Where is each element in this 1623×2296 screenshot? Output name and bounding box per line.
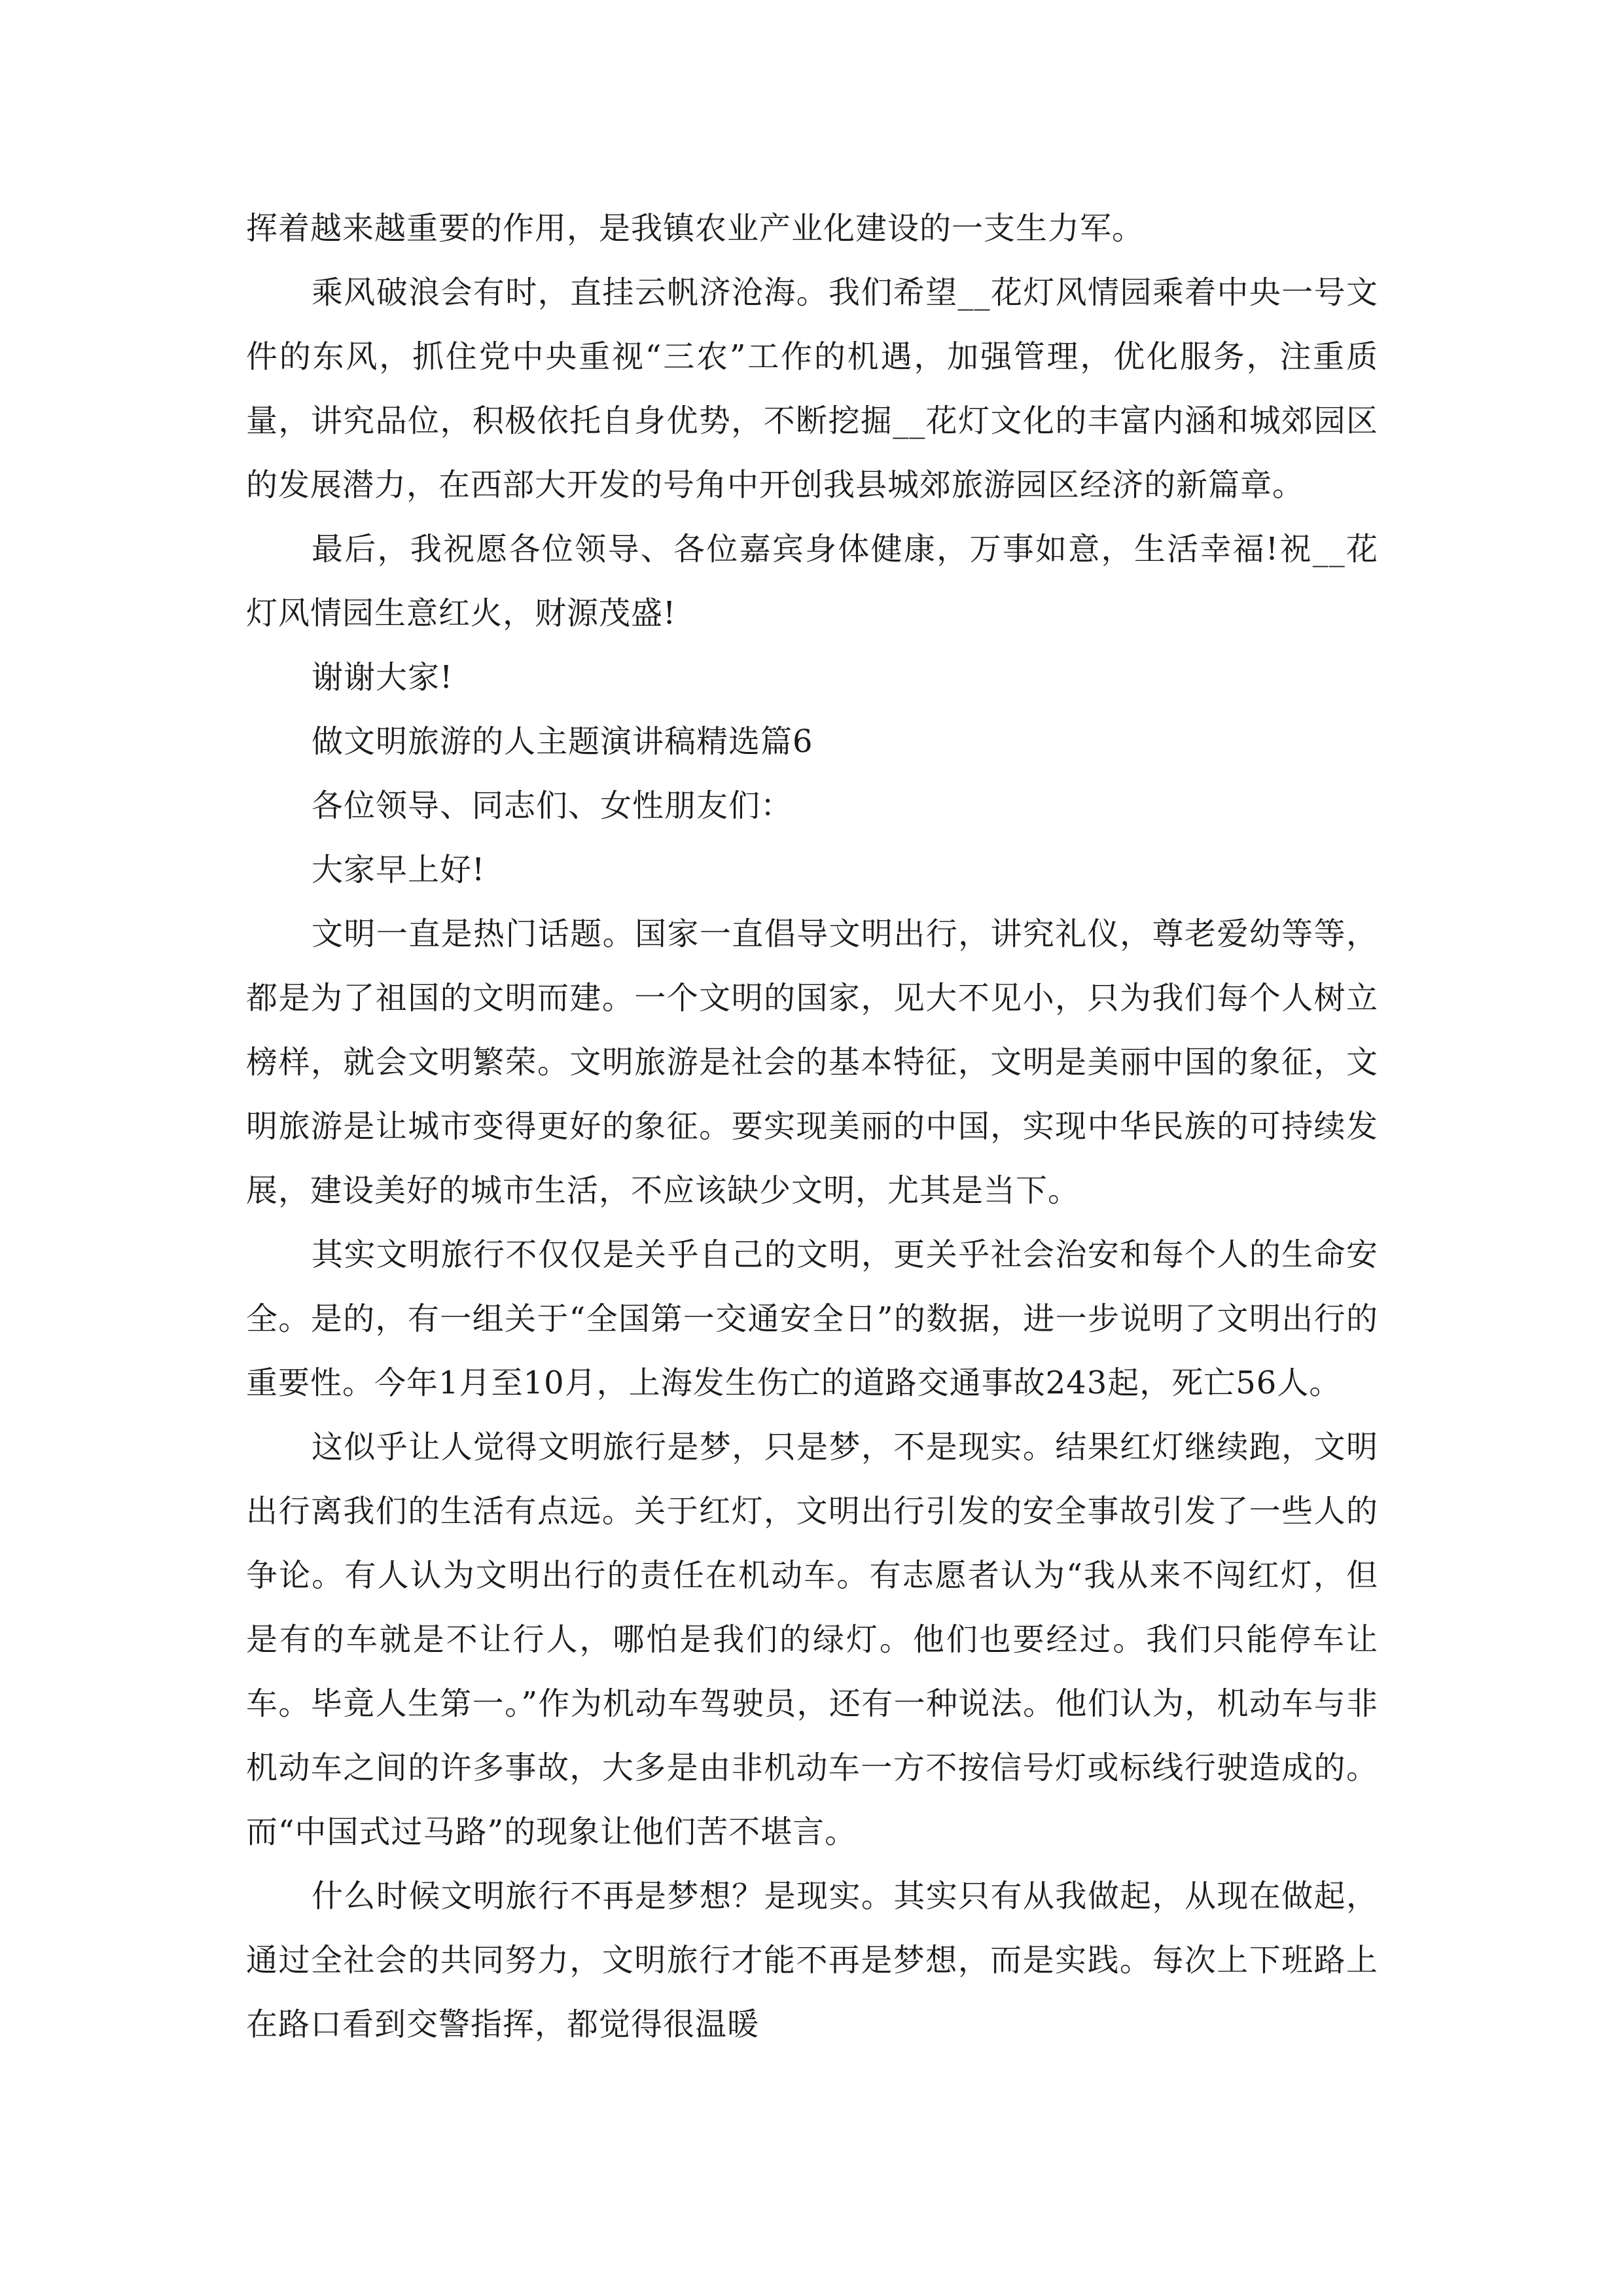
paragraph: 最后，我祝愿各位领导、各位嘉宾身体健康，万事如意，生活幸福!祝__花灯风情园生意红火，财源茂盛! <box>246 531 1378 632</box>
paragraph: 乘风破浪会有时，直挂云帆济沧海。我们希望__花灯风情园乘着中央一号文件的东风，抓住党中央重视“三农”工作的机遇，加强管理，优化服务，注重质量，讲究品位，积极依托自身优势，不断挖掘__花灯文化的丰富内涵和城郊园区的发展潜力，在西部大开发的号角中开创我县城郊旅游园区经济的新篇章。 <box>246 274 1378 503</box>
section-title: 做文明旅游的人主题演讲稿精选篇6 <box>312 723 813 760</box>
paragraph: 这似乎让人觉得文明旅行是梦，只是梦，不是现实。结果红灯继续跑，文明出行离我们的生活有点远。关于红灯，文明出行引发的安全事故引发了一些人的争论。有人认为文明出行的责任在机动车。有志愿者认为“我从来不闯红灯，但是有的车就是不让行人，哪怕是我们的绿灯。他们也要经过。我们只能停车让车。毕竟人生第一。”作为机动车驾驶员，还有一种说法。他们认为，机动车与非机动车之间的许多事故，大多是由非机动车一方不按信号灯或标线行驶造成的。而“中国式过马路”的现象让他们苦不堪言。 <box>246 1429 1378 1850</box>
salutation: 各位领导、同志们、女性朋友们： <box>312 787 793 824</box>
paragraph: 其实文明旅行不仅仅是关乎自己的文明，更关乎社会治安和每个人的生命安全。是的，有一组关于“全国第一交通安全日”的数据，进一步说明了文明出行的重要性。今年1月至10月，上海发生伤亡的道路交通事故243起，死亡56人。 <box>246 1236 1378 1401</box>
document-body <box>246 196 1378 2056</box>
paragraph: 谢谢大家! <box>312 659 454 696</box>
paragraph: 挥着越来越重要的作用，是我镇农业产业化建设的一支生力军。 <box>246 210 1145 247</box>
paragraph: 文明一直是热门话题。国家一直倡导文明出行，讲究礼仪，尊老爱幼等等，都是为了祖国的文明而建。一个文明的国家，见大不见小，只为我们每个人树立榜样，就会文明繁荣。文明旅游是社会的基本特征，文明是美丽中国的象征，文明旅游是让城市变得更好的象征。要实现美丽的中国，实现中华民族的可持续发展，建设美好的城市生活，不应该缺少文明，尤其是当下。 <box>246 916 1378 1209</box>
paragraph: 什么时候文明旅行不再是梦想？是现实。其实只有从我做起，从现在做起，通过全社会的共同努力，文明旅行才能不再是梦想，而是实践。每次上下班路上在路口看到交警指挥，都觉得很温暖 <box>246 1878 1378 2043</box>
greeting: 大家早上好! <box>312 852 486 888</box>
